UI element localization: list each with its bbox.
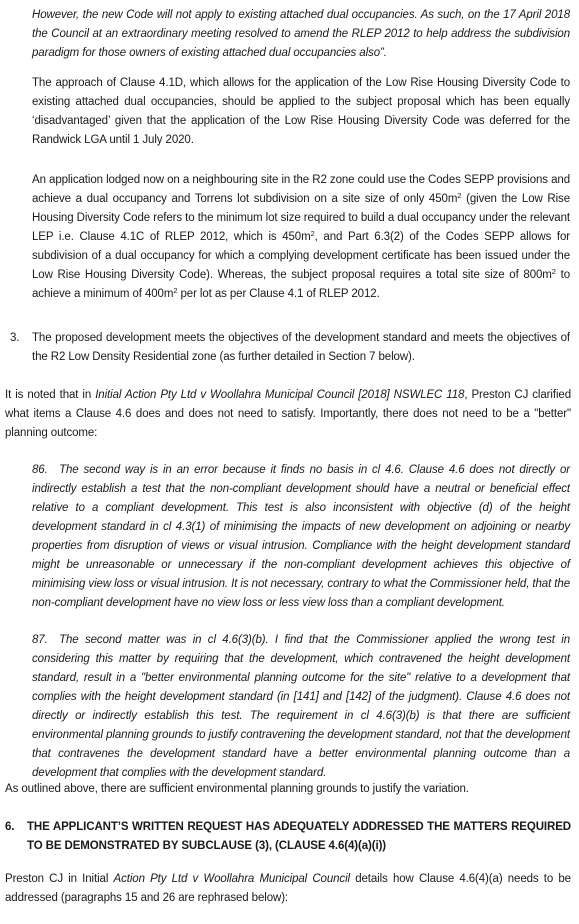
case-citation: Action Pty Ltd v Woollahra Municipal Council xyxy=(113,873,350,885)
paragraph-sufficient-grounds: As outlined above, there are sufficient environmental planning grounds to justify the variation. xyxy=(5,783,469,795)
paragraph-neighbouring-application: An application lodged now on a neighbouring site in the R2 zone could use the Codes SEPP provisions and achieve a dual occupancy and Torrens lot subdivision on a site size of only $450m^2$ (given the Low Rise Housing Diversity Code refers to the minimum lot size required to build a dual occupancy under the relevant LEP i.e. Clause 4.1C of RLEP 2012, which is $450m^2$, and Part 6.3(2) of the Codes SEPP allows for subdivision of a dual occupancy for which a complying development certificate has been issued under the Low Rise Housing Diversity Code). Whereas, the subject proposal requires a total site size of $800m^2$ to achieve a minimum of $400m^2$ per lot as per Clause 4.1 of RLEP 2012. xyxy=(32,174,571,300)
quote-paragraph-87: 87. The second matter was in cl 4.6(3)(b). I find that the Commissioner applied the wrong test in considering this matter by requiring that the development, which contravened the height development standard, result in a "better environmental planning outcome for the site" relative to a development that complies with the height development standard (in [141] and [142] of the judgment). Clause 4.6 does not directly or indirectly establish this test. The requirement in cl 4.6(3)(b) is that there are sufficient environmental planning grounds to justify contravening the development standard, not that the development that contravenes the development standard have a better environmental planning outcome than a development that complies with the development standard. xyxy=(32,634,570,779)
heading-text: THE APPLICANT’S WRITTEN REQUEST HAS ADEQUATELY ADDRESSED THE MATTERS REQUIRED TO BE DEMONSTRATED BY SUBCLAUSE (3), (CLAUSE 4.6(4)(a)(i)) xyxy=(27,821,571,852)
paragraph-clause-4-1d: The approach of Clause 4.1D, which allows for the application of the Low Rise Housing Diversity Code to existing attached dual occupancies, should be applied to the subject proposal which has been equally ‘disadvantaged’ given that the application of the Low Rise Housing Diversity Code was deferred for the Randwick LGA until 1 July 2020. xyxy=(32,77,570,146)
item-text: The proposed development meets the objectives of the development standard and meets the objectives of the R2 Low Density Residential zone (as further detailed in Section 7 below). xyxy=(32,332,570,363)
superscript: 2 xyxy=(457,191,462,200)
item-number: 3. xyxy=(10,332,20,344)
quote-paragraph-code: However, the new Code will not apply to existing attached dual occupancies. As such, on the 17 April 2018 the Council at an extraordinary meeting resolved to amend the RLEP 2012 to help address the subdivision paradigm for those owners of existing attached dual occupancies also”. xyxy=(32,9,570,59)
paragraph-preston-cj: Preston CJ in Initial Action Pty Ltd v Woollahra Municipal Council details how Clause 4.6(4)(a) needs to be addressed (paragraphs 15 and 26 are rephrased below): xyxy=(5,873,571,904)
quote-paragraph-86: 86. The second way is in an error because it finds no basis in cl 4.6. Clause 4.6 does not directly or indirectly establish a test that the non-compliant development should have a neutral or beneficial effect relative to a compliant development. This test is also inconsistent with objective (d) of the height development standard in cl 4.3(1) of minimising the impacts of new development on adjoining or nearby properties from disruption of views or visual intrusion. Compliance with the height development standard might be unreasonable or unnecessary if the non-compliant development achieves this objective of minimising view loss or visual intrusion. It is not necessary, contrary to what the Commissioner held, that the non-compliant development have no view loss or less view loss than a compliant development. xyxy=(32,464,570,609)
superscript: 2 xyxy=(551,267,556,276)
superscript: 2 xyxy=(310,229,315,238)
section-heading-6 xyxy=(5,818,571,856)
numbered-item-3 xyxy=(10,329,570,367)
superscript: 2 xyxy=(173,286,178,295)
case-citation: Initial Action Pty Ltd v Woollahra Municipal Council [2018] NSWLEC 118 xyxy=(95,389,465,401)
heading-number: 6. xyxy=(5,821,15,833)
paragraph-initial-action: It is noted that in Initial Action Pty Ltd v Woollahra Municipal Council [2018] NSWLEC 118, Preston CJ clarified what items a Clause 4.6 does and does not need to satisfy. Importantly, there does not need to be a "better" planning outcome: xyxy=(5,389,571,439)
